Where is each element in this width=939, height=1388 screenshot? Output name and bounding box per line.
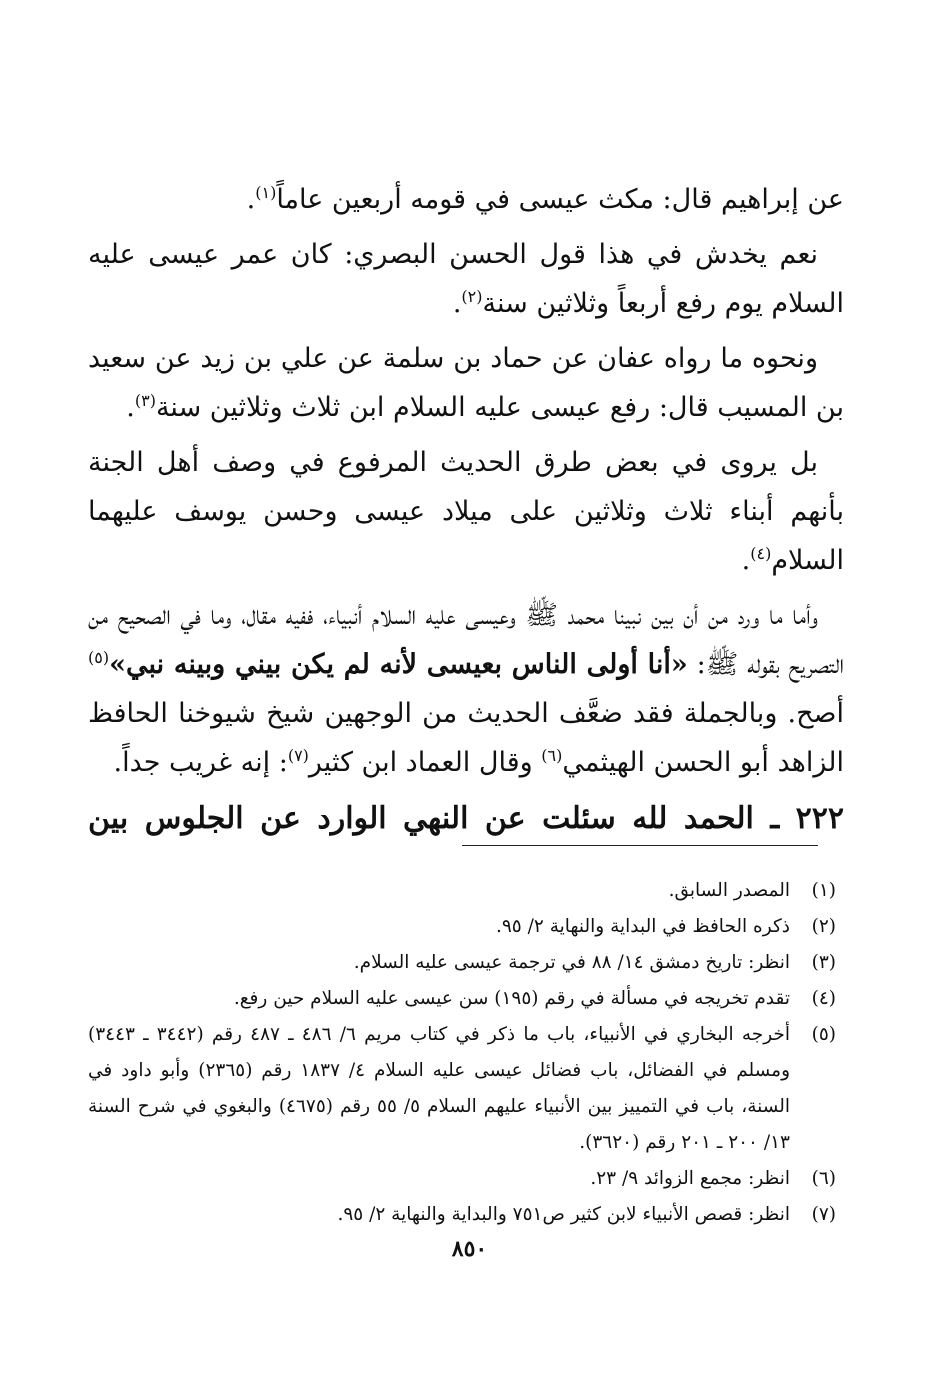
footnote-divider [462,845,818,846]
paragraph-3 [88,334,844,432]
footnote-text: انظر: تاريخ دمشق ١٤/ ٨٨ في ترجمة عيسى عليه السلام. [353,952,790,973]
footnote-number: (٦) [811,1168,836,1189]
paragraph-end: . [452,288,462,319]
footnote-text: المصدر السابق. [668,880,790,901]
footnote-item [88,1161,836,1197]
footnote-ref: (٢) [461,287,483,306]
footnote-item [88,909,836,945]
footnote-text: ذكره الحافظ في البداية والنهاية ٢/ ٩٥. [495,916,790,937]
paragraph-text: نعم يخدش في هذا قول الحسن البصري: كان عمر عيسى عليه السلام يوم رفع أربعاً وثلاثين سنة [88,239,844,319]
footnote-text: انظر: مجمع الزوائد ٩/ ٢٣. [590,1168,790,1189]
footnote-ref: (٧) [287,746,309,765]
main-text [88,175,844,845]
paragraph-end: . [126,392,135,423]
footnote-ref: (١) [255,183,277,202]
footnote-item [88,1197,836,1233]
footnote-text: أخرجه البخاري في الأنبياء، باب ما ذكر في كتاب مريم ٦/ ٤٨٦ ـ ٤٨٧ رقم (٣٤٤٢ ـ ٣٤٤٣) ومسلم في الفضائل، باب فضائل عيسى عليه السلام ٤/ ١٨٣٧ رقم (٢٣٦٥) وأبو داود في السنة، باب في التمييز بين الأنبياء عليهم السلام ٥/ ٥٥ رقم (٤٦٧٥) والبغوي في شرح السنة ١٣/ ٢٠٠ ـ ٢٠١ رقم (٣٦٢٠). [88,1024,791,1153]
paragraph-5 [88,591,844,787]
footnote-number: (٥) [811,1024,836,1045]
paragraph-text: بل يروى في بعض طرق الحديث المرفوع في وصف أهل الجنة بأنهم أبناء ثلاث وثلاثين على ميلاد عيسى وحسن يوسف عليهما السلام [88,447,844,576]
hadith-quote: «أنا أولى الناس بعيسى لأنه لم يكن بيني وبينه نبي» [109,649,688,680]
footnote-number: (٢) [811,916,836,937]
paragraph-text: وقال العماد ابن كثير [308,747,542,778]
paragraph-text: أصح. وبالجملة فقد ضعَّف الحديث من الوجهين شيخ شيوخنا الحافظ الزاهد أبو الحسن الهيثمي [88,698,844,778]
footnote-number: (٣) [811,952,836,973]
footnotes [88,873,836,1233]
paragraph-text: : إنه غريب جداً. [113,747,288,778]
footnote-number: (٧) [811,1204,836,1225]
footnote-item [88,945,836,981]
paragraph-end: . [741,545,751,576]
footnote-number: (١) [811,880,836,901]
footnote-item [88,873,836,909]
footnote-ref: (٣) [134,391,156,410]
paragraph-1 [88,175,844,224]
footnote-ref: (٤) [750,544,772,563]
footnote-item [88,1017,836,1161]
section-heading: ٢٢٢ ـ الحمد لله سئلت عن النهي الوارد عن الجلوس بين [88,801,844,836]
paragraph-end: . [246,184,256,215]
footnote-ref: (٥) [88,648,110,667]
paragraph-text: عن إبراهيم قال: مكث عيسى في قومه أربعين عاماً [276,184,844,215]
footnote-number: (٤) [811,988,836,1009]
paragraph-4 [88,438,844,585]
footnote-text: انظر: قصص الأنبياء لابن كثير ص٧٥١ والبداية والنهاية ٢/ ٩٥. [337,1204,790,1225]
footnote-ref: (٦) [541,746,563,765]
footnote-text: تقدم تخريجه في مسألة في رقم (١٩٥) سن عيسى عليه السلام حين رفع. [233,988,790,1009]
paragraph-2 [88,230,844,328]
page-number: ٨٥٠ [451,1236,488,1262]
paragraph-text: وأما ما ورد من أن بين نبينا محمد ﷺ وعيسى عليه السلام أنبياء، ففيه مقال، وما في الصحيح من التصريح بقوله ﷺ: [88,600,845,680]
footnote-item [88,981,836,1017]
paragraph-text: ونحوه ما رواه عفان عن حماد بن سلمة عن علي بن زيد عن سعيد بن المسيب قال: رفع عيسى عليه السلام ابن ثلاث وثلاثين سنة [88,343,844,423]
